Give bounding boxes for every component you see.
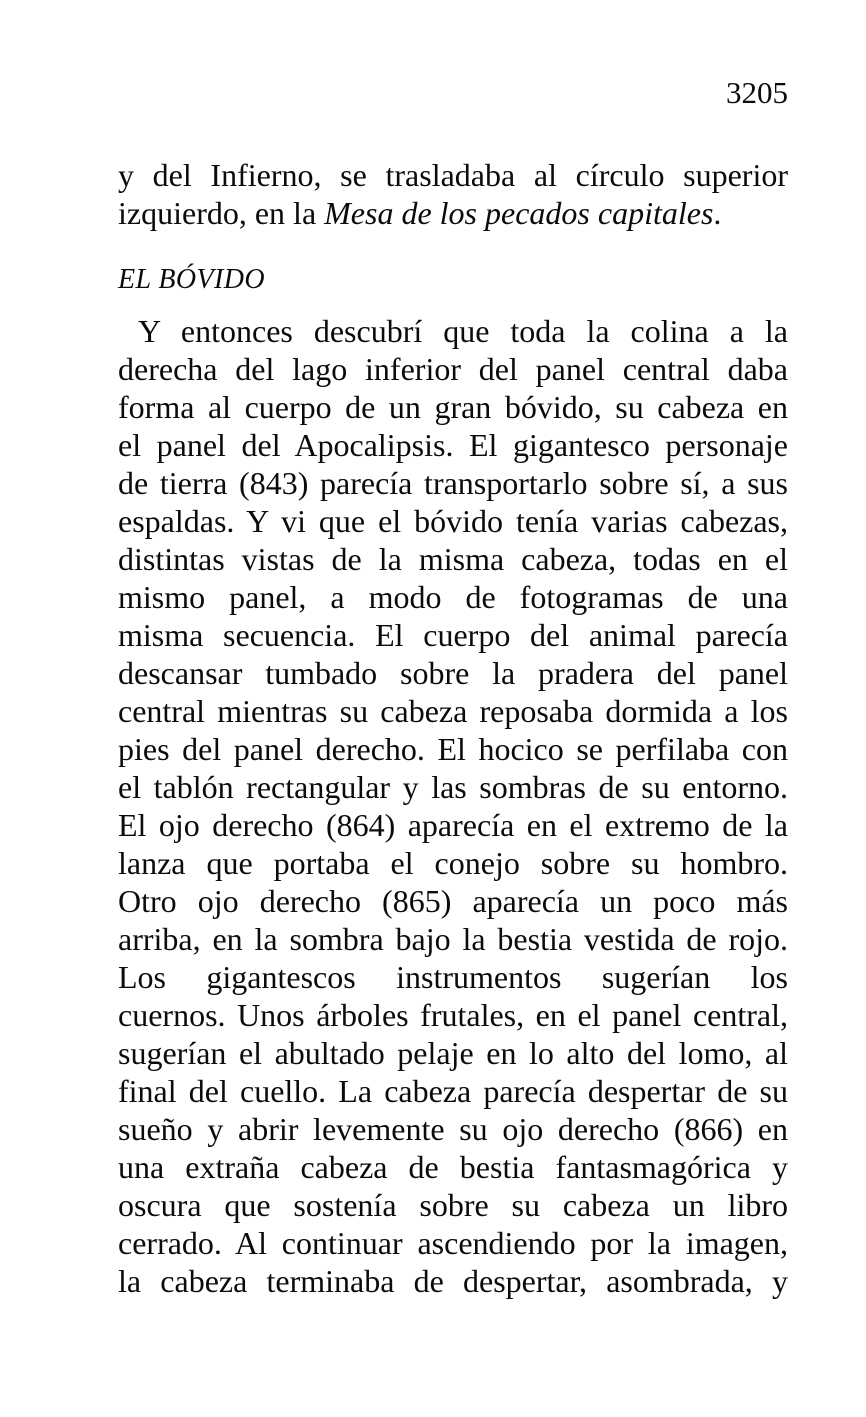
text-line: sueño y abrir levemente su ojo derecho (866) en [118,1111,788,1147]
text-line: el panel del Apocalipsis. El gigantesco personaje [118,427,788,463]
text-line: y del Infierno, se trasladaba al círculo superior [118,157,788,193]
text-line: pies del panel derecho. El hocico se perfilaba con [118,731,788,767]
text-line: Otro ojo derecho (865) aparecía un poco más [118,883,788,919]
text-line: descansar tumbado sobre la pradera del panel [118,655,788,691]
text-line: cuernos. Unos árboles frutales, en el panel central, [118,997,788,1033]
text-line: Los gigantescos instrumentos sugerían los [118,959,788,995]
italic-title-segment: Mesa de los pecados capitales [324,195,714,231]
text-line: lanza que portaba el conejo sobre su hombro. [118,845,788,881]
paragraph-el-bovido [118,312,788,1300]
text-line: oscura que sostenía sobre su cabeza un libro [118,1187,788,1223]
text-line: El ojo derecho (864) aparecía en el extremo de la [118,807,788,843]
text-line: mismo panel, a modo de fotogramas de una [118,579,788,615]
text-line: una extraña cabeza de bestia fantasmagórica y [118,1149,788,1185]
text-line: final del cuello. La cabeza parecía despertar de su [118,1073,788,1109]
text-line: central mientras su cabeza reposaba dormida a los [118,693,788,729]
text-line: el tablón rectangular y las sombras de su entorno. [118,769,788,805]
text-line: misma secuencia. El cuerpo del animal parecía [118,617,788,653]
text-segment: izquierdo, en la [118,195,325,231]
text-line: arriba, en la sombra bajo la bestia vestida de rojo. [118,921,788,957]
section-heading: EL BÓVIDO [118,264,265,295]
text-line: sugerían el abultado pelaje en lo alto del lomo, al [118,1035,788,1071]
text-segment: . [713,195,722,231]
text-line [118,194,788,232]
text-line: Y entonces descubrí que toda la colina a la [138,313,788,349]
text-line: derecha del lago inferior del panel central daba [118,351,788,387]
text-line: cerrado. Al continuar ascendiendo por la imagen, [118,1225,788,1261]
page-number: 3205 [726,75,788,110]
text-line: forma al cuerpo de un gran bóvido, su cabeza en [118,389,788,425]
paragraph-continuation [118,156,788,232]
text-line: de tierra (843) parecía transportarlo sobre sí, a sus [118,465,788,501]
text-line: distintas vistas de la misma cabeza, todas en el [118,541,788,577]
text-line: la cabeza terminaba de despertar, asombrada, y [118,1263,788,1299]
text-line: espaldas. Y vi que el bóvido tenía varias cabezas, [118,503,788,539]
